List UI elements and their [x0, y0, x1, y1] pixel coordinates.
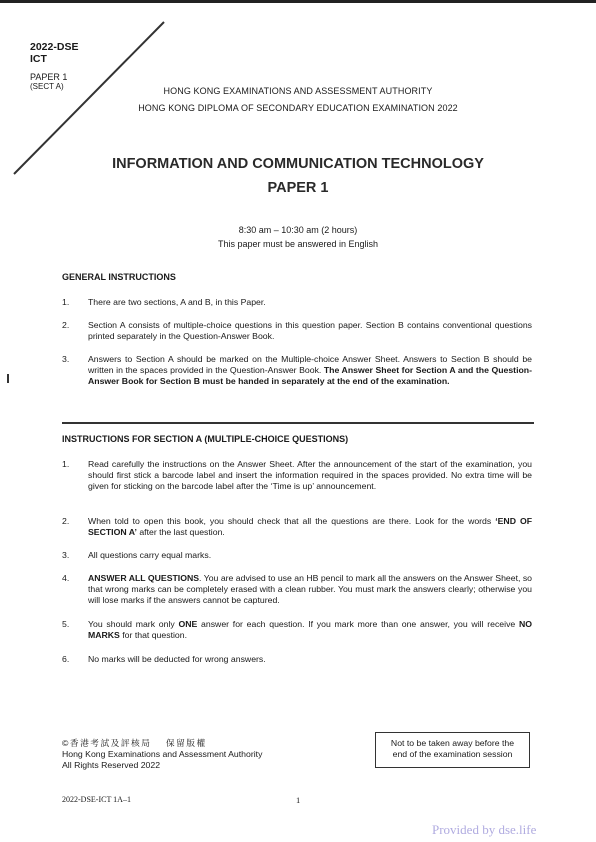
section-a-heading: INSTRUCTIONS FOR SECTION A (MULTIPLE-CHOICE QUESTIONS) — [62, 434, 349, 444]
paper-title: PAPER 1 — [267, 180, 329, 196]
copyright-block: ©香港考試及評核局 保留版權 Hong Kong Examinations and Assessment Authority All Rights Reserved 2022 — [62, 738, 263, 770]
section-label: (SECT A) — [30, 82, 64, 91]
general-instructions-heading: GENERAL INSTRUCTIONS — [62, 272, 176, 282]
notice-box: Not to be taken away before the end of the examination session — [375, 732, 530, 768]
authority-name: HONG KONG EXAMINATIONS AND ASSESSMENT AUTHORITY — [163, 86, 433, 96]
watermark: Provided by dse.life — [432, 822, 537, 837]
subject-title: INFORMATION AND COMMUNICATION TECHNOLOGY — [112, 156, 484, 172]
exam-code: 2022-DSE ICT — [30, 41, 79, 65]
diploma-name: HONG KONG DIPLOMA OF SECONDARY EDUCATION EXAMINATION 2022 — [138, 103, 458, 113]
language-note: This paper must be answered in English — [217, 239, 379, 249]
page-number: 1 — [296, 795, 301, 805]
exam-time: 8:30 am – 10:30 am (2 hours) — [238, 225, 358, 235]
section-divider — [62, 422, 534, 424]
footer-code: 2022-DSE-ICT 1A–1 — [62, 795, 131, 804]
paper-label: PAPER 1 — [30, 72, 68, 82]
margin-mark — [7, 374, 9, 383]
